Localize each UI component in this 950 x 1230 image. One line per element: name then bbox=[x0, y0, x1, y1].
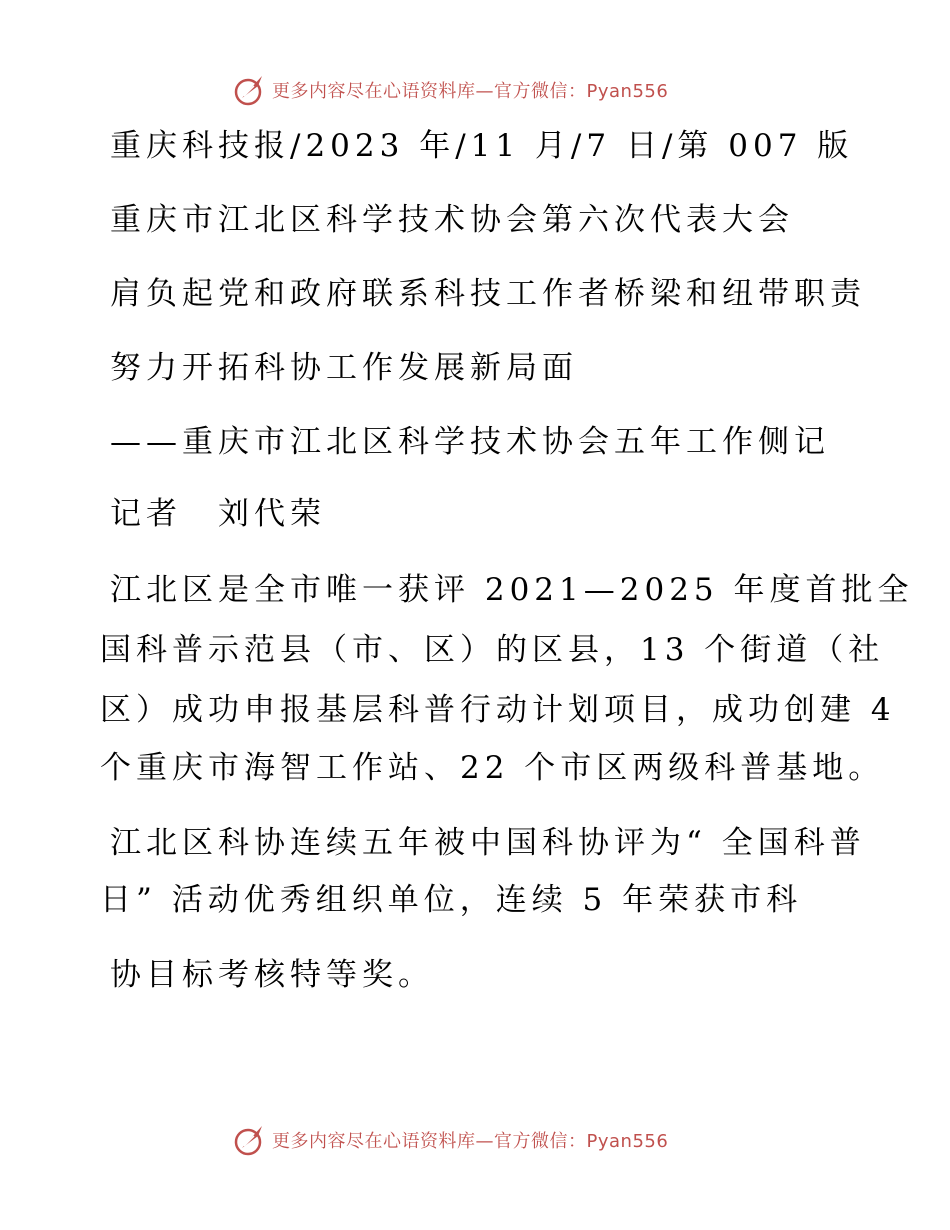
paragraph-3: 协目标考核特等奖。 bbox=[110, 957, 434, 993]
banner-content bbox=[232, 70, 668, 110]
publication-header: 重庆科技报/2023 年/11 月/7 日/第 007 版 bbox=[110, 128, 854, 164]
article-subtitle: ——重庆市江北区科学技术协会五年工作侧记 bbox=[110, 424, 830, 460]
paragraph-2-line-1: 江北区科协连续五年被中国科协评为“ 全国科普 bbox=[110, 825, 866, 861]
article-title-line-2: 肩负起党和政府联系科技工作者桥梁和纽带职责 bbox=[110, 276, 866, 312]
banner-wechat-id: Pyan556 bbox=[586, 81, 669, 102]
banner-text: 更多内容尽在心语资料库—官方微信：Pyan556 bbox=[272, 81, 669, 102]
banner-content bbox=[232, 1120, 668, 1160]
quill-logo-icon bbox=[232, 1122, 268, 1158]
banner-wechat-id: Pyan556 bbox=[586, 1131, 669, 1152]
article-title-line-1: 重庆市江北区科学技术协会第六次代表大会 bbox=[110, 202, 794, 238]
paragraph-1-line-4: 个重庆市海智工作站、22 个市区两级科普基地。 bbox=[100, 750, 885, 786]
paragraph-1-line-3: 区）成功申报基层科普行动计划项目，成功创建 4 bbox=[100, 692, 896, 728]
paragraph-1-line-1: 江北区是全市唯一获评 2021—2025 年度首批全 bbox=[110, 572, 914, 608]
article-title-line-3: 努力开拓科协工作发展新局面 bbox=[110, 350, 578, 386]
top-banner bbox=[0, 70, 950, 110]
paragraph-2-line-2: 日” 活动优秀组织单位，连续 5 年荣获市科 bbox=[100, 882, 803, 918]
bottom-banner bbox=[0, 1120, 950, 1160]
article-byline: 记者 刘代荣 bbox=[110, 496, 326, 532]
paragraph-1-line-2: 国科普示范县（市、区）的区县，13 个街道（社 bbox=[100, 632, 885, 668]
banner-text: 更多内容尽在心语资料库—官方微信：Pyan556 bbox=[272, 1131, 669, 1152]
quill-logo-icon bbox=[232, 72, 268, 108]
